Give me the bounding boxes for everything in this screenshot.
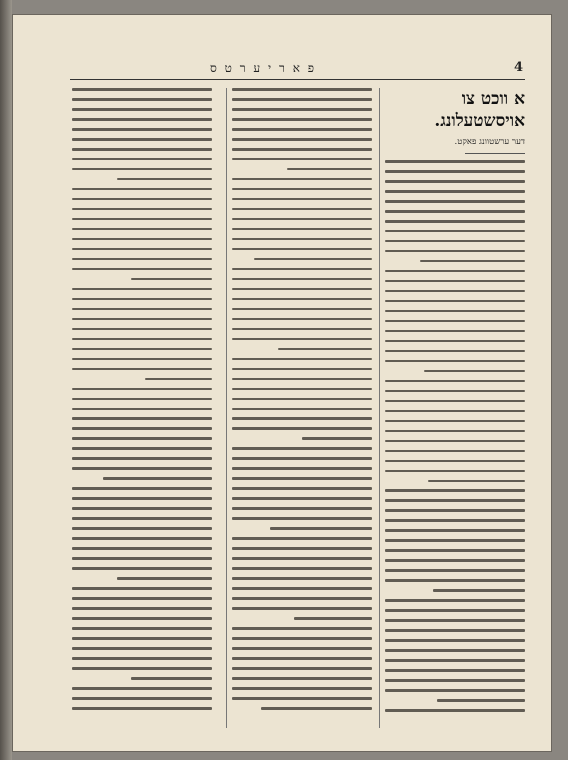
text-line (385, 380, 525, 383)
text-line (385, 559, 525, 562)
text-line (385, 210, 525, 213)
text-line (131, 677, 212, 680)
text-line (385, 420, 525, 423)
text-line (72, 408, 212, 411)
text-line (232, 118, 372, 121)
text-line (232, 408, 372, 411)
text-line (72, 537, 212, 540)
text-line (72, 128, 212, 131)
text-line (232, 607, 372, 610)
text-line (385, 609, 525, 612)
text-line (232, 477, 372, 480)
text-line (72, 507, 212, 510)
column-right (385, 88, 525, 719)
text-line (385, 709, 525, 712)
text-line (72, 637, 212, 640)
text-line (72, 437, 212, 440)
text-line (232, 467, 372, 470)
text-line (385, 300, 525, 303)
text-line (72, 517, 212, 520)
text-line (72, 707, 212, 710)
text-line (385, 629, 525, 632)
text-line (232, 537, 372, 540)
text-line (232, 637, 372, 640)
text-line (385, 579, 525, 582)
text-line (72, 667, 212, 670)
text-line (103, 477, 212, 480)
text-line (232, 178, 372, 181)
text-line (72, 427, 212, 430)
text-line (72, 547, 212, 550)
text-line (232, 487, 372, 490)
text-line (72, 118, 212, 121)
text-line (232, 587, 372, 590)
text-line (131, 278, 212, 281)
text-line (385, 170, 525, 173)
column-divider (379, 88, 380, 728)
text-line (72, 687, 212, 690)
text-line (433, 589, 525, 592)
text-line (385, 519, 525, 522)
text-line (72, 88, 212, 91)
text-line (232, 288, 372, 291)
text-line (232, 507, 372, 510)
text-line (72, 288, 212, 291)
text-line (385, 360, 525, 363)
text-line (232, 328, 372, 331)
text-line (294, 617, 372, 620)
text-line (270, 527, 372, 530)
text-line (232, 677, 372, 680)
text-line (385, 689, 525, 692)
text-line (385, 280, 525, 283)
text-line (385, 410, 525, 413)
header-rule (70, 79, 525, 80)
column-middle (232, 88, 372, 717)
text-line (385, 240, 525, 243)
running-title: פ א ר י ע ר ט ס (210, 61, 316, 75)
text-line (72, 308, 212, 311)
text-line (72, 98, 212, 101)
text-line (72, 328, 212, 331)
text-line (232, 398, 372, 401)
text-line (232, 198, 372, 201)
text-line (72, 258, 212, 261)
text-line (385, 509, 525, 512)
text-line (385, 400, 525, 403)
text-line (232, 268, 372, 271)
text-line (385, 489, 525, 492)
text-line (385, 200, 525, 203)
article-headline: א ווכט צו אויסשטעלונג. (434, 89, 525, 131)
text-line (385, 669, 525, 672)
text-line (232, 657, 372, 660)
text-line (232, 647, 372, 650)
text-line (72, 318, 212, 321)
text-line (72, 388, 212, 391)
text-line (72, 148, 212, 151)
article-byline: דער ערשטוונג פאקט. (454, 137, 525, 147)
text-line (72, 457, 212, 460)
text-line (72, 298, 212, 301)
text-line (117, 577, 212, 580)
text-line (232, 148, 372, 151)
text-line (72, 368, 212, 371)
text-line (232, 378, 372, 381)
text-line (232, 128, 372, 131)
text-line (385, 430, 525, 433)
text-line (232, 228, 372, 231)
text-line (385, 160, 525, 163)
text-line (72, 108, 212, 111)
text-line (385, 230, 525, 233)
text-line (385, 470, 525, 473)
text-line (232, 158, 372, 161)
text-line (232, 218, 372, 221)
text-line (385, 569, 525, 572)
text-line (232, 358, 372, 361)
text-line (72, 238, 212, 241)
text-line (72, 268, 212, 271)
text-line (72, 158, 212, 161)
text-line (72, 597, 212, 600)
column-divider (226, 88, 227, 728)
body-text-block (72, 88, 212, 710)
page-header (70, 60, 525, 80)
text-line (72, 168, 212, 171)
text-line (385, 539, 525, 542)
text-line (232, 557, 372, 560)
text-line (72, 497, 212, 500)
text-line (232, 368, 372, 371)
text-line (232, 597, 372, 600)
text-line (385, 390, 525, 393)
text-line (261, 707, 372, 710)
text-line (385, 639, 525, 642)
text-line (232, 238, 372, 241)
text-line (232, 417, 372, 420)
body-text-block (385, 160, 525, 712)
text-line (232, 88, 372, 91)
text-line (72, 627, 212, 630)
text-line (72, 617, 212, 620)
text-line (117, 178, 212, 181)
text-line (72, 228, 212, 231)
text-line (232, 248, 372, 251)
text-line (232, 627, 372, 630)
text-line (385, 180, 525, 183)
text-line (232, 447, 372, 450)
byline-rule (465, 153, 525, 154)
text-line (385, 450, 525, 453)
text-line (232, 108, 372, 111)
text-line (385, 679, 525, 682)
text-line (385, 310, 525, 313)
text-line (72, 188, 212, 191)
text-line (385, 649, 525, 652)
text-line (232, 547, 372, 550)
text-line (232, 318, 372, 321)
text-line (385, 220, 525, 223)
text-line (385, 320, 525, 323)
text-line (72, 198, 212, 201)
text-line (385, 549, 525, 552)
text-line (278, 348, 372, 351)
body-text-block (232, 88, 372, 710)
column-left (72, 88, 212, 717)
text-line (145, 378, 212, 381)
text-line (232, 208, 372, 211)
text-line (287, 168, 372, 171)
binding-shadow (0, 0, 12, 760)
text-line (72, 338, 212, 341)
text-line (254, 258, 372, 261)
text-line (232, 577, 372, 580)
text-line (385, 529, 525, 532)
text-line (72, 657, 212, 660)
text-line (232, 697, 372, 700)
text-line (232, 98, 372, 101)
text-line (385, 350, 525, 353)
text-line (424, 370, 525, 373)
text-line (72, 417, 212, 420)
text-line (385, 440, 525, 443)
text-line (232, 278, 372, 281)
text-line (72, 208, 212, 211)
text-line (72, 487, 212, 490)
text-line (72, 697, 212, 700)
text-line (385, 290, 525, 293)
text-line (232, 308, 372, 311)
text-line (232, 567, 372, 570)
text-line (72, 587, 212, 590)
text-line (232, 427, 372, 430)
text-line (385, 659, 525, 662)
text-line (232, 298, 372, 301)
text-line (232, 667, 372, 670)
text-line (302, 437, 372, 440)
text-line (72, 557, 212, 560)
text-line (232, 188, 372, 191)
text-line (385, 250, 525, 253)
text-line (385, 340, 525, 343)
text-line (232, 138, 372, 141)
text-line (232, 338, 372, 341)
text-line (72, 567, 212, 570)
text-line (72, 248, 212, 251)
text-line (72, 467, 212, 470)
text-line (232, 517, 372, 520)
text-line (385, 190, 525, 193)
text-line (385, 330, 525, 333)
text-line (72, 218, 212, 221)
page-number: 4 (513, 60, 523, 75)
text-line (232, 457, 372, 460)
text-line (428, 480, 525, 483)
text-line (437, 699, 525, 702)
text-line (232, 497, 372, 500)
text-line (72, 647, 212, 650)
text-line (420, 260, 525, 263)
text-line (72, 447, 212, 450)
text-line (72, 138, 212, 141)
text-line (385, 499, 525, 502)
text-line (232, 687, 372, 690)
text-line (72, 527, 212, 530)
text-line (72, 607, 212, 610)
text-line (72, 358, 212, 361)
text-line (72, 348, 212, 351)
text-line (385, 270, 525, 273)
text-line (232, 388, 372, 391)
text-line (385, 460, 525, 463)
text-line (385, 619, 525, 622)
text-line (72, 398, 212, 401)
text-line (385, 599, 525, 602)
